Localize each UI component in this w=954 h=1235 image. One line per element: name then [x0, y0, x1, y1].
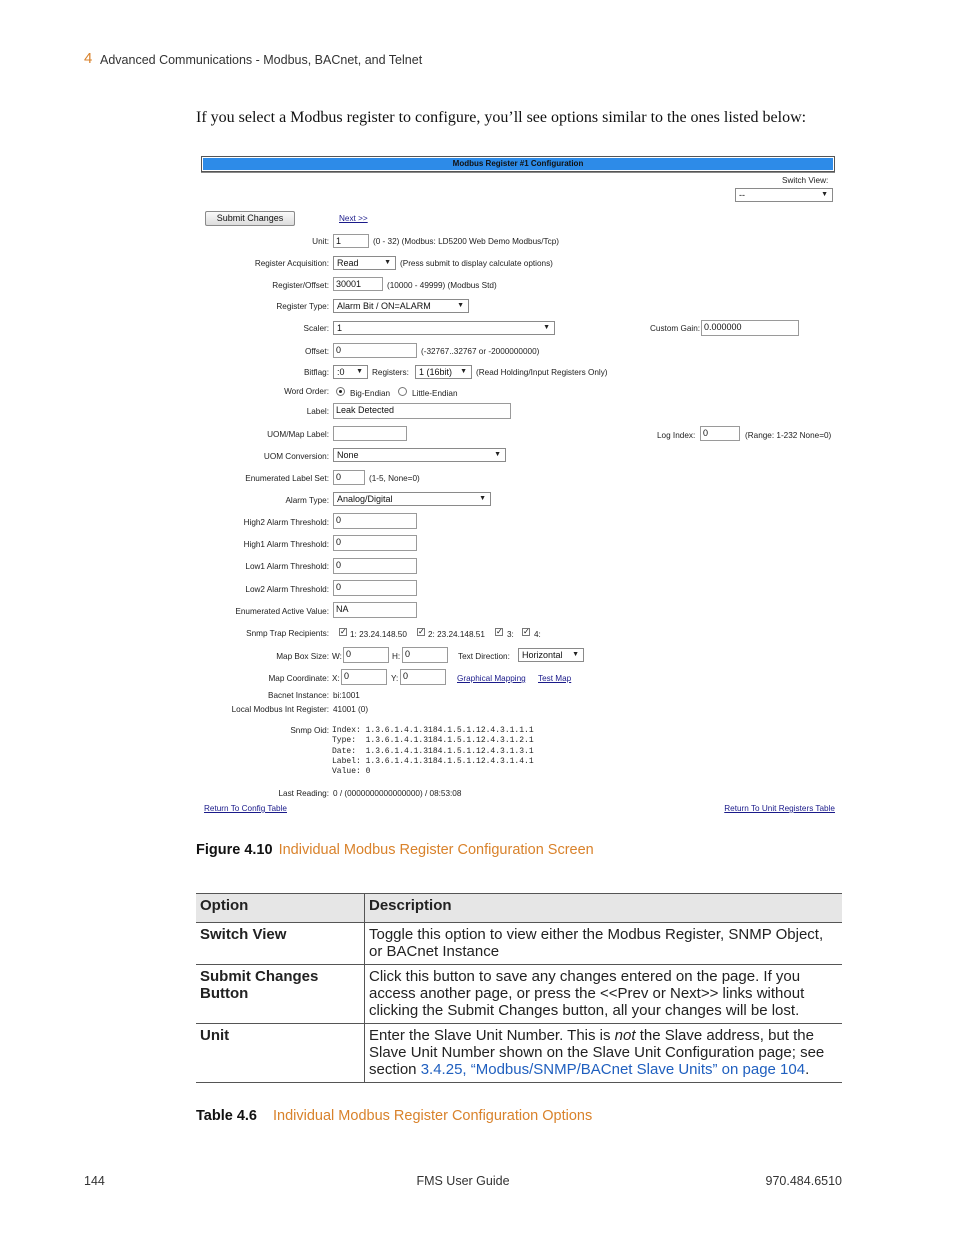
little-endian-radio[interactable]: [398, 387, 407, 396]
word-order-label: Word Order:: [284, 387, 329, 396]
return-config-table-link[interactable]: Return To Config Table: [204, 804, 287, 813]
desc-emphasis: not: [614, 1027, 636, 1044]
desc-text-c: .: [805, 1061, 810, 1078]
uom-map-label-label: UOM/Map Label:: [267, 430, 329, 439]
description-cell: Toggle this option to view either the Modbus Register, SNMP Object, or BACnet Instance: [365, 923, 843, 965]
scaler-select[interactable]: 1 ▼: [333, 321, 555, 335]
table-row: [196, 923, 842, 965]
register-acquisition-label: Register Acquisition:: [254, 259, 329, 268]
next-link[interactable]: Next >>: [339, 214, 368, 223]
trap-4-checkbox[interactable]: ✓: [523, 627, 530, 636]
table-title: Individual Modbus Register Configuration Options: [273, 1108, 593, 1124]
enum-label-set-input[interactable]: 0: [333, 470, 365, 485]
alarm-type-label: Alarm Type:: [285, 496, 329, 505]
registers-label: Registers:: [372, 368, 409, 377]
option-cell: Switch View: [196, 923, 365, 965]
section-cross-reference-link[interactable]: 3.4.25, “Modbus/SNMP/BACnet Slave Units” on page 104: [420, 1061, 806, 1078]
map-x-input[interactable]: 0: [341, 669, 387, 685]
options-table: [196, 893, 842, 1083]
register-acquisition-select[interactable]: Read ▼: [333, 256, 396, 270]
table-caption: [196, 1108, 592, 1124]
bitflag-label: Bitflag:: [303, 368, 329, 377]
snmp-oid-label: Snmp Oid:: [290, 726, 329, 735]
big-endian-label: Big-Endian: [350, 389, 391, 398]
enum-label-set-label: Enumerated Label Set:: [245, 474, 329, 483]
graphical-mapping-link[interactable]: Graphical Mapping: [457, 674, 526, 683]
enum-label-set-note: (1-5, None=0): [369, 474, 420, 483]
trap-2-label: 2: 23.24.148.51: [428, 630, 485, 639]
log-index-note: (Range: 1-232 None=0): [745, 431, 832, 440]
map-w-label: W:: [332, 652, 342, 661]
bacnet-instance-label: Bacnet Instance:: [268, 691, 329, 700]
col-header-option: Option: [196, 894, 365, 923]
chapter-number: 4: [84, 50, 93, 67]
trap-1-label: 1: 23.24.148.50: [350, 630, 407, 639]
big-endian-radio[interactable]: [336, 387, 345, 396]
trap-2-checkbox[interactable]: ✓: [418, 627, 425, 636]
bitflag-select[interactable]: :0 ▼: [333, 365, 368, 379]
table-label: Table 4.6: [196, 1108, 257, 1124]
custom-gain-input[interactable]: 0.000000: [701, 320, 799, 336]
log-index-input[interactable]: 0: [700, 426, 740, 441]
last-reading-label: Last Reading:: [278, 789, 329, 798]
map-h-input[interactable]: 0: [402, 647, 448, 663]
map-coordinate-label: Map Coordinate:: [268, 674, 329, 683]
high2-threshold-input[interactable]: 0: [333, 513, 417, 529]
low1-threshold-label: Low1 Alarm Threshold:: [245, 562, 329, 571]
map-y-input[interactable]: 0: [400, 669, 446, 685]
table-row: [196, 965, 842, 1024]
low2-threshold-input[interactable]: 0: [333, 580, 417, 596]
screen-title: Modbus Register #1 Configuration: [452, 159, 584, 168]
registers-select[interactable]: 1 (16bit) ▼: [415, 365, 472, 379]
description-cell: Click this button to save any changes entered on the page. If you access another page, or press the <<Prev or Next>> links without clicking the Submit Changes button, all your changes will be lost.: [365, 965, 843, 1024]
offset-input[interactable]: 0: [333, 343, 417, 358]
register-offset-note: (10000 - 49999) (Modbus Std): [387, 281, 497, 290]
trap-1-checkbox[interactable]: ✓: [340, 627, 347, 636]
scaler-label: Scaler:: [303, 324, 329, 333]
map-w-input[interactable]: 0: [343, 647, 389, 663]
config-screen-figure: [196, 154, 844, 822]
description-cell: [365, 1024, 843, 1083]
trap-3-label: 3:: [507, 630, 514, 639]
table-row: [196, 1024, 842, 1083]
low2-threshold-label: Low2 Alarm Threshold:: [245, 585, 329, 594]
uom-conversion-label: UOM Conversion:: [263, 452, 329, 461]
label-input[interactable]: Leak Detected: [333, 403, 511, 419]
map-h-label: H:: [392, 652, 401, 661]
little-endian-label: Little-Endian: [412, 389, 458, 398]
offset-label: Offset:: [305, 347, 329, 356]
enum-active-value-label: Enumerated Active Value:: [235, 607, 329, 616]
bacnet-instance-value: bi:1001: [333, 691, 360, 700]
figure-title: Individual Modbus Register Configuration Screen: [278, 842, 594, 858]
low1-threshold-input[interactable]: 0: [333, 558, 417, 574]
register-type-label: Register Type:: [276, 302, 329, 311]
last-reading-value: 0 / (0000000000000000) / 08:53:08: [333, 789, 462, 798]
trap-3-checkbox[interactable]: ✓: [496, 627, 503, 636]
registers-note: (Read Holding/Input Registers Only): [476, 368, 608, 377]
guide-name: FMS User Guide: [416, 1174, 510, 1188]
phone-number: 970.484.6510: [765, 1174, 842, 1188]
local-modbus-label: Local Modbus Int Register:: [231, 705, 329, 714]
option-cell: Unit: [196, 1024, 365, 1083]
test-map-link[interactable]: Test Map: [538, 674, 572, 683]
map-y-label: Y:: [391, 674, 399, 683]
submit-changes-button[interactable]: Submit Changes: [205, 211, 295, 226]
custom-gain-label: Custom Gain:: [650, 324, 701, 333]
return-unit-registers-link[interactable]: Return To Unit Registers Table: [724, 804, 835, 813]
option-cell: Submit Changes Button: [196, 965, 365, 1024]
table-header-row: [196, 894, 842, 923]
uom-conversion-select[interactable]: None ▼: [333, 448, 506, 462]
unit-input[interactable]: 1: [333, 234, 369, 248]
figure-caption: [196, 842, 594, 858]
uom-map-label-input[interactable]: [333, 426, 407, 441]
screen-title-bar: [201, 156, 835, 172]
desc-text-b: the Slave address, but the Slave Unit Number shown on the Slave Unit Configuration page; see section: [369, 1027, 825, 1078]
chapter-title: Advanced Communications - Modbus, BACnet, and Telnet: [100, 53, 423, 67]
register-offset-input[interactable]: 30001: [333, 277, 383, 291]
unit-note: (0 - 32) (Modbus: LD5200 Web Demo Modbus/Tcp): [373, 237, 559, 246]
page-number: 144: [84, 1174, 105, 1188]
col-header-description: Description: [365, 894, 843, 923]
enum-active-value-input[interactable]: NA: [333, 602, 417, 618]
high1-threshold-label: High1 Alarm Threshold:: [243, 540, 329, 549]
switch-view-label: Switch View:: [782, 176, 829, 185]
snmp-trap-label: Snmp Trap Recipients:: [246, 629, 329, 638]
log-index-label: Log Index:: [657, 431, 696, 440]
register-offset-label: Register/Offset:: [272, 281, 329, 290]
switch-view-select[interactable]: -- ▼: [735, 188, 833, 202]
trap-4-label: 4:: [534, 630, 541, 639]
register-type-select[interactable]: Alarm Bit / ON=ALARM ▼: [333, 299, 469, 313]
high1-threshold-input[interactable]: 0: [333, 535, 417, 551]
figure-label: Figure 4.10: [196, 842, 273, 858]
local-modbus-value: 41001 (0): [333, 705, 369, 714]
label-label: Label:: [306, 407, 329, 416]
alarm-type-select[interactable]: Analog/Digital ▼: [333, 492, 491, 506]
snmp-oid-values: Index: 1.3.6.1.4.1.3184.1.5.1.12.4.3.1.1.1 Type: 1.3.6.1.4.1.3184.1.5.1.12.4.3.1.2.1 Date: 1.3.6.1.4.1.3184.1.5.1.12.4.3.1.3.1 Label: 1.3.6.1.4.1.3184.1.5.1.12.4.3.1.4.1 Value: 0: [332, 726, 534, 777]
text-direction-label: Text Direction:: [458, 652, 510, 661]
desc-text-a: Enter the Slave Unit Number. This is: [369, 1027, 615, 1044]
text-direction-select[interactable]: Horizontal ▼: [518, 648, 584, 662]
offset-note: (-32767..32767 or -2000000000): [421, 347, 540, 356]
map-x-label: X:: [332, 674, 340, 683]
intro-paragraph: If you select a Modbus register to configure, you’ll see options similar to the ones listed below:: [196, 109, 807, 126]
register-acquisition-note: (Press submit to display calculate options): [400, 259, 553, 268]
unit-label: Unit:: [312, 237, 329, 246]
map-box-size-label: Map Box Size:: [276, 652, 329, 661]
high2-threshold-label: High2 Alarm Threshold:: [243, 518, 329, 527]
